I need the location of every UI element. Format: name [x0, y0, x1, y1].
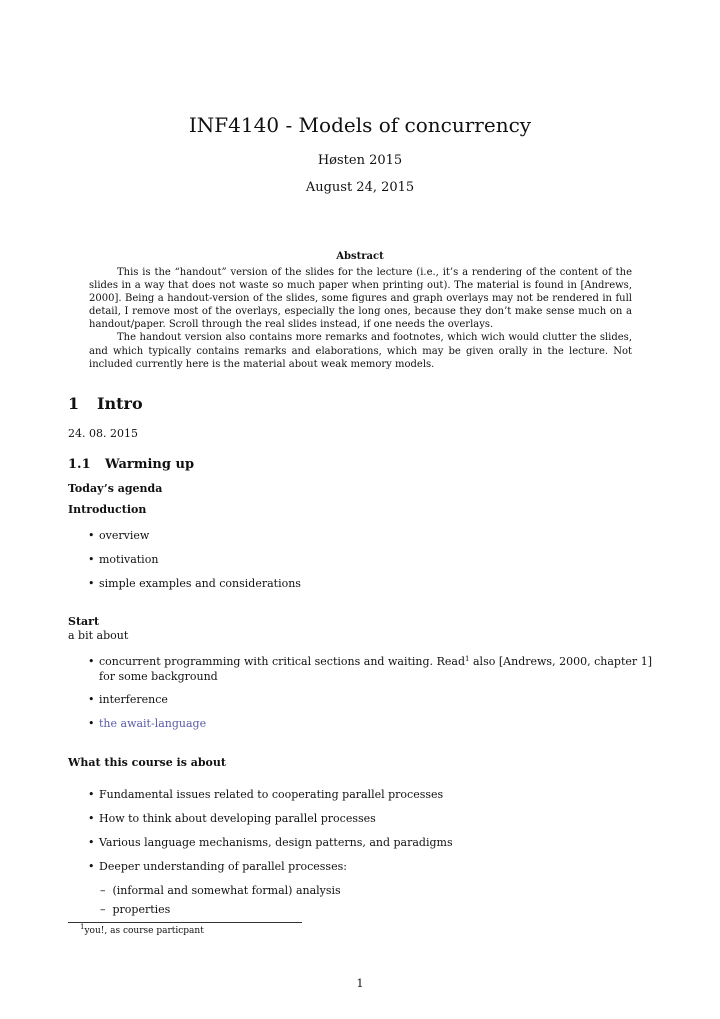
sub-list-item: – properties — [100, 903, 171, 916]
list-item: • overview — [88, 529, 150, 542]
subsection-title: Warming up — [105, 457, 195, 472]
list-item: • Deeper understanding of parallel processes: — [88, 860, 347, 873]
page-number: 1 — [356, 977, 364, 990]
subsection-heading — [68, 457, 194, 472]
subsection-number: 1.1 — [68, 457, 91, 472]
footnote-rule — [68, 922, 302, 923]
introduction-heading: Introduction — [68, 503, 147, 516]
footnote-reference[interactable]: 1 — [464, 655, 470, 663]
document-title: INF4140 - Models of concurrency — [188, 113, 532, 137]
list-item: • motivation — [88, 553, 159, 566]
start-heading: Start — [68, 615, 100, 628]
list-item: • concurrent programming with critical sections and waiting. Read$^1$ also [Andrews, 2000, chapter 1] for some background — [88, 655, 652, 683]
abstract-heading: Abstract — [336, 251, 384, 262]
sub-list-item: – (informal and somewhat formal) analysis — [100, 884, 341, 897]
list-item: • How to think about developing parallel processes — [88, 812, 376, 825]
start-lead: a bit about — [68, 629, 129, 642]
section-heading — [68, 394, 143, 413]
document-date: August 24, 2015 — [305, 180, 415, 195]
footnote — [80, 923, 204, 936]
list-item: • the await-language — [88, 716, 652, 731]
section-number: 1 — [68, 394, 80, 413]
footnote-text: you!, as course particpant — [84, 926, 204, 936]
list-item: • Fundamental issues related to cooperating parallel processes — [88, 788, 444, 801]
list-item: • Various language mechanisms, design patterns, and paradigms — [88, 836, 453, 849]
section-title: Intro — [97, 394, 143, 413]
abstract-body — [89, 266, 632, 371]
section-date: 24. 08. 2015 — [68, 427, 138, 440]
list-item: • simple examples and considerations — [88, 577, 301, 590]
abstract-paragraph-2: The handout version also contains more remarks and footnotes, which wich would clutter the slides, and which typically contains remarks and elaborations, which may be given orally in the lecture. Not included currently here is the material about weak memory models. — [89, 332, 632, 370]
abstract-paragraph-1: This is the “handout” version of the slides for the lecture (i.e., it’s a rendering of the content of the slides in a way that does not waste so much paper when printing out). The material is found in [Andrews, 2000]. Being a handout-version of the slides, some figures and graph overlays may not be rendered in full detail, I remove most of the overlays, especially the long ones, because they don’t make sense much on a handout/paper. Scroll through the real slides instead, if one needs the overlays. — [89, 267, 632, 331]
agenda-heading: Today’s agenda — [68, 482, 163, 495]
semester: Høsten 2015 — [317, 153, 403, 168]
list-item: • interference — [88, 693, 168, 706]
await-language-link[interactable]: the await-language — [99, 717, 207, 730]
footnote-mark: 1 — [80, 923, 85, 931]
course-heading: What this course is about — [68, 756, 226, 769]
